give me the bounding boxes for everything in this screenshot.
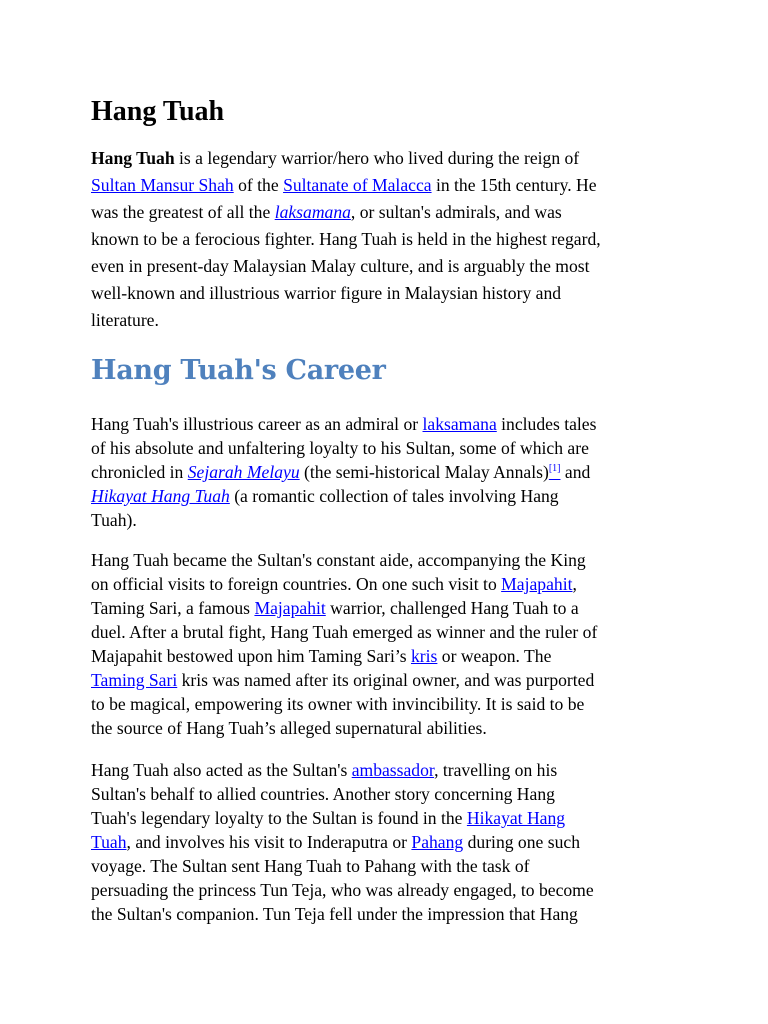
link-hikayat-hang[interactable]: Hikayat Hang bbox=[466, 808, 566, 828]
text-line bbox=[91, 572, 691, 596]
text-run: chronicled in bbox=[91, 462, 188, 482]
text-run: includes tales bbox=[496, 414, 597, 434]
citation-link[interactable] bbox=[549, 462, 561, 482]
text-line bbox=[91, 806, 691, 830]
text-run: of his absolute and unfaltering loyalty to his Sultan, some of which are bbox=[91, 438, 589, 458]
text-run: well-known and illustrious warrior figure in Malaysian history and bbox=[91, 283, 562, 303]
text-run: the Sultan's companion. Tun Teja fell under the impression that Hang bbox=[91, 904, 578, 924]
link-pahang[interactable]: Pahang bbox=[411, 832, 464, 852]
text-line bbox=[91, 878, 691, 902]
text-run: (a romantic collection of tales involving Hang bbox=[229, 486, 559, 506]
citation-marker[interactable]: [1] bbox=[548, 463, 561, 475]
text-run: persuading the princess Tun Teja, who was already engaged, to become bbox=[91, 880, 594, 900]
text-run: , bbox=[572, 574, 577, 594]
text-run: in the 15th century. He bbox=[431, 175, 597, 195]
intro-paragraph bbox=[91, 146, 691, 335]
career-paragraph-3 bbox=[91, 758, 691, 926]
text-line bbox=[91, 854, 691, 878]
link-laksamana[interactable]: laksamana bbox=[274, 202, 351, 222]
text-run: was the greatest of all the bbox=[91, 202, 275, 222]
text-run: (the semi-historical Malay Annals) bbox=[299, 462, 549, 482]
text-run: Hang Tuah's illustrious career as an admiral or bbox=[91, 414, 423, 434]
link-taming-sari[interactable]: Taming Sari bbox=[91, 670, 178, 690]
text-run: even in present-day Malaysian Malay culture, and is arguably the most bbox=[91, 256, 590, 276]
text-run: voyage. The Sultan sent Hang Tuah to Pahang with the task of bbox=[91, 856, 530, 876]
text-line bbox=[91, 146, 691, 173]
text-run: to be magical, empowering its owner with invincibility. It is said to be bbox=[91, 694, 585, 714]
link-sultanate-of-malacca[interactable]: Sultanate of Malacca bbox=[283, 175, 432, 195]
text-run: of the bbox=[233, 175, 284, 195]
text-run: Sultan's behalf to allied countries. Another story concerning Hang bbox=[91, 784, 555, 804]
text-line bbox=[91, 227, 691, 254]
text-line bbox=[91, 596, 691, 620]
text-run: warrior, challenged Hang Tuah to a bbox=[325, 598, 579, 618]
link-tuah[interactable]: Tuah bbox=[91, 832, 127, 852]
link-majapahit[interactable]: Majapahit bbox=[501, 574, 573, 594]
text-line bbox=[91, 436, 691, 460]
text-run: the source of Hang Tuah’s alleged supernatural abilities. bbox=[91, 718, 487, 738]
text-line bbox=[91, 692, 691, 716]
text-line bbox=[91, 782, 691, 806]
text-line bbox=[91, 200, 691, 227]
text-run: known to be a ferocious fighter. Hang Tuah is held in the highest regard, bbox=[91, 229, 601, 249]
text-line bbox=[91, 484, 691, 508]
career-paragraph-2 bbox=[91, 548, 691, 740]
text-line bbox=[91, 716, 691, 740]
text-run: or weapon. The bbox=[437, 646, 552, 666]
text-run: , or sultan's admirals, and was bbox=[350, 202, 562, 222]
text-line bbox=[91, 548, 691, 572]
text-line bbox=[91, 668, 691, 692]
text-line bbox=[91, 758, 691, 782]
page-title: Hang Tuah bbox=[91, 96, 225, 127]
text-run: Hang Tuah became the Sultan's constant aide, accompanying the King bbox=[91, 550, 586, 570]
text-run: , travelling on his bbox=[434, 760, 558, 780]
text-line bbox=[91, 412, 691, 436]
text-run: on official visits to foreign countries. On one such visit to bbox=[91, 574, 502, 594]
text-line bbox=[91, 644, 691, 668]
text-line bbox=[91, 620, 691, 644]
text-line bbox=[91, 508, 691, 532]
text-run: Tuah). bbox=[91, 510, 137, 530]
link-hikayat-hang-tuah[interactable]: Hikayat Hang Tuah bbox=[91, 486, 230, 506]
text-run: Hang Tuah also acted as the Sultan's bbox=[91, 760, 352, 780]
link-sejarah-melayu[interactable]: Sejarah Melayu bbox=[187, 462, 300, 482]
text-run: Taming Sari, a famous bbox=[91, 598, 255, 618]
text-run: is a legendary warrior/hero who lived during the reign of bbox=[174, 148, 580, 168]
text-line bbox=[91, 902, 691, 926]
text-line bbox=[91, 254, 691, 281]
link-kris[interactable]: kris bbox=[410, 646, 438, 666]
link-ambassador[interactable]: ambassador bbox=[351, 760, 435, 780]
text-line bbox=[91, 830, 691, 854]
text-line bbox=[91, 460, 691, 484]
text-run: Tuah's legendary loyalty to the Sultan is found in the bbox=[91, 808, 467, 828]
text-run: Majapahit bestowed upon him Taming Sari’s bbox=[91, 646, 411, 666]
link-majapahit[interactable]: Majapahit bbox=[254, 598, 326, 618]
link-laksamana[interactable]: laksamana bbox=[422, 414, 497, 434]
career-paragraph-1 bbox=[91, 412, 691, 532]
text-line bbox=[91, 308, 691, 335]
text-line bbox=[91, 173, 691, 200]
text-run: kris was named after its original owner, and was purported bbox=[177, 670, 595, 690]
text-run: duel. After a brutal fight, Hang Tuah emerged as winner and the ruler of bbox=[91, 622, 598, 642]
link-sultan-mansur-shah[interactable]: Sultan Mansur Shah bbox=[91, 175, 234, 195]
text-run: , and involves his visit to Inderaputra or bbox=[126, 832, 412, 852]
text-run: and bbox=[560, 462, 591, 482]
text-line bbox=[91, 281, 691, 308]
text-run: during one such bbox=[463, 832, 580, 852]
text-run: literature. bbox=[91, 310, 159, 330]
section-heading: Hang Tuah's Career bbox=[91, 355, 386, 386]
bold-term: Hang Tuah bbox=[91, 148, 175, 168]
